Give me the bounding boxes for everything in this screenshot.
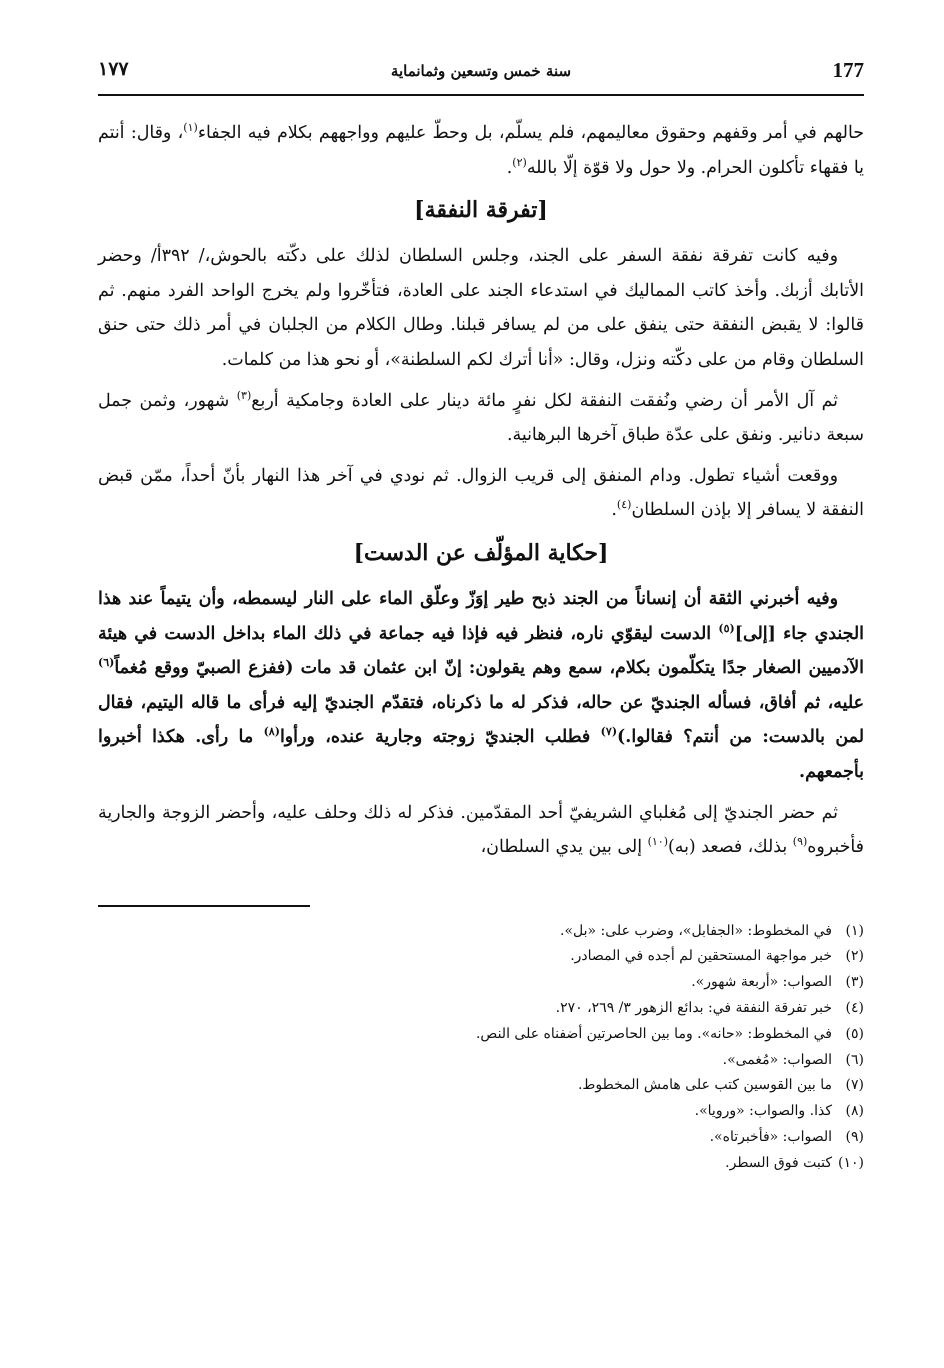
footnote-number: (١) bbox=[845, 922, 864, 939]
text-run: فطلب الجنديّ زوجته وجارية عنده، ورأوا bbox=[279, 727, 601, 748]
main-text bbox=[98, 116, 864, 865]
text-run: ثم حضر الجنديّ إلى مُغلباي الشريفيّ أحد المقدّمين. فذكر له ذلك وحلف عليه، وأحضر الزوجة والجارية فأخبروه bbox=[98, 802, 864, 858]
page-header bbox=[98, 58, 864, 96]
footnote-number: (٩) bbox=[845, 1129, 864, 1146]
footnote-ref-5: (٥) bbox=[718, 621, 735, 635]
footnote-number: (١٠) bbox=[838, 1154, 864, 1171]
text-run: حالهم في أمر وقفهم وحقوق معاليمهم، فلم يسلّم، بل وحطّ عليهم وواجههم بكلام فيه الجفاء bbox=[197, 123, 865, 143]
footnote-ref-2: (٢) bbox=[512, 155, 527, 169]
paragraph-4 bbox=[98, 459, 864, 528]
footnote bbox=[98, 996, 864, 1022]
footnotes bbox=[98, 919, 864, 1177]
section-heading-nafaqa: [تفرقة النفقة] bbox=[414, 197, 548, 224]
text-run: ما رأى. هكذا أخبروا بأجمعهم. bbox=[98, 727, 864, 782]
footnote bbox=[98, 1022, 864, 1048]
section-heading-dast: [حكاية المؤلّف عن الدست] bbox=[353, 539, 609, 566]
text-run: . bbox=[611, 500, 617, 521]
text-run: ، وقال: أنتم يا فقهاء تأكلون الحرام. ولا حول ولا قوّة إلّا بالله bbox=[98, 123, 864, 178]
footnote-text: الصواب: «أربعة شهور». bbox=[691, 974, 832, 991]
footnote-ref-3: (٣) bbox=[236, 388, 252, 402]
footnote bbox=[98, 1073, 864, 1099]
running-title: سنة خمس وتسعين وثمانماية bbox=[390, 62, 572, 80]
book-page bbox=[98, 58, 864, 1328]
footnote bbox=[98, 1151, 864, 1177]
footnote-text: في المخطوط: «حانه». وما بين الحاصرتين أضفناه على النص. bbox=[475, 1025, 832, 1042]
footnote bbox=[98, 1125, 864, 1151]
text-run: الدست ليقوّي ناره، فنظر فيه فإذا فيه جماعة في ذلك الماء بداخل الدست في هيئة الآدميين الصغار جدًا يتكلّمون بكلام، سمع وهم يقولون: إنّ ابن عثمان قد مات (ففزع الصبيّ ووقع مُغماً bbox=[98, 623, 864, 679]
footnote-number: (٣) bbox=[845, 974, 864, 991]
paragraph-6 bbox=[98, 796, 864, 865]
footnote-number: (٦) bbox=[845, 1051, 864, 1068]
text-run: عليه، ثم أفاق، فسأله الجنديّ عن حاله، فذكر له ما ذكرناه، فتقدّم الجنديّ إليه فرأى ما قاله اليتيم، فقال لمن بالدست: من أنتم؟ فقالوا.) bbox=[98, 692, 865, 748]
footnote bbox=[98, 970, 864, 996]
footnote-separator bbox=[98, 905, 310, 907]
footnote-text: في المخطوط: «الجفابل»، وضرب على: «بل». bbox=[560, 922, 832, 939]
footnote-ref-1: (١) bbox=[183, 121, 198, 135]
paragraph-3 bbox=[98, 384, 864, 453]
footnote-number: (٧) bbox=[845, 1077, 864, 1094]
footnote bbox=[98, 1099, 864, 1125]
footnote-text: ما بين القوسين كتب على هامش المخطوط. bbox=[577, 1077, 832, 1094]
footnote-text: كذا. والصواب: «ورويا». bbox=[694, 1103, 832, 1120]
text-run: وفيه أخبرني الثقة أن إنساناً من الجند ذبح طير إوَزّ وعلّق الماء على النار ليسمطه، وأن يتيماً عند هذا الجندي جاء [إلى] bbox=[98, 588, 865, 644]
footnote-ref-8: (٨) bbox=[263, 725, 280, 739]
paragraph-2: وفيه كانت تفرقة نفقة السفر على الجند، وجلس السلطان لذلك على دكّته بالحوش،/ ٣٩٢أ/ وحضر الأتابك أزبك. وأخذ كاتب المماليك في استدعاء الجند على العادة، فتأخّروا ولم يخرج الواحد الفرد منهم. ثم قالوا: لا يقبض النفقة حتى ينفق على من لم يسافر قبلنا. وطال الكلام من الجلبان في أمر ذلك حتى حنق السلطان وقام من على دكّته ونزل، وقال: «أنا أترك لكم السلطنة»، أو نحو هذا من كلمات. bbox=[98, 246, 864, 370]
text-run: . bbox=[506, 157, 513, 178]
text-run: إلى بين يدي السلطان، bbox=[480, 837, 648, 858]
footnote-text: خبر تفرقة النفقة في: بدائع الزهور ٣/ ٢٦٩، ٢٧٠. bbox=[555, 1000, 832, 1017]
footnote-text: الصواب: «مُغمى». bbox=[722, 1051, 832, 1068]
paragraph-5 bbox=[98, 582, 864, 790]
footnote-ref-7: (٧) bbox=[600, 725, 618, 739]
text-run: بذلك، فصعد (به) bbox=[667, 837, 793, 858]
footnote-text: خبر مواجهة المستحقين لم أجده في المصادر. bbox=[570, 948, 832, 965]
footnote-text: الصواب: «فأخبرتاه». bbox=[709, 1129, 832, 1146]
footnote-ref-4: (٤) bbox=[616, 498, 632, 512]
page-number-latin: 177 bbox=[832, 58, 864, 82]
footnote bbox=[98, 1048, 864, 1074]
text-run: شهور، وثمن جمل سبعة دنانير. ونفق على عدّة طباق آخرها البرهانية. bbox=[98, 390, 864, 446]
text-run: ثم آل الأمر أن رضي ونُفقت النفقة لكل نفرٍ مائة دينار على العادة وجامكية أربع bbox=[251, 390, 838, 411]
footnote-ref-6: (٦) bbox=[98, 656, 115, 670]
footnote-number: (٥) bbox=[845, 1025, 864, 1042]
paragraph-1 bbox=[98, 116, 864, 185]
footnote-ref-10: (١٠) bbox=[647, 835, 668, 849]
footnote-ref-9: (٩) bbox=[792, 835, 808, 849]
text-run: ووقعت أشياء تطول. ودام المنفق إلى قريب الزوال. ثم نودي في آخر هذا النهار بأنّ أحداً، ممّن قبض النفقة لا يسافر إلا بإذن السلطان bbox=[98, 465, 864, 521]
footnote-number: (٤) bbox=[845, 1000, 864, 1017]
footnote-text: كتبت فوق السطر. bbox=[725, 1154, 832, 1171]
footnote-number: (٨) bbox=[845, 1103, 864, 1120]
footnote-number: (٢) bbox=[845, 948, 864, 965]
footnote bbox=[98, 919, 864, 945]
footnote bbox=[98, 944, 864, 970]
page-number-arabic: ١٧٧ bbox=[98, 58, 129, 80]
